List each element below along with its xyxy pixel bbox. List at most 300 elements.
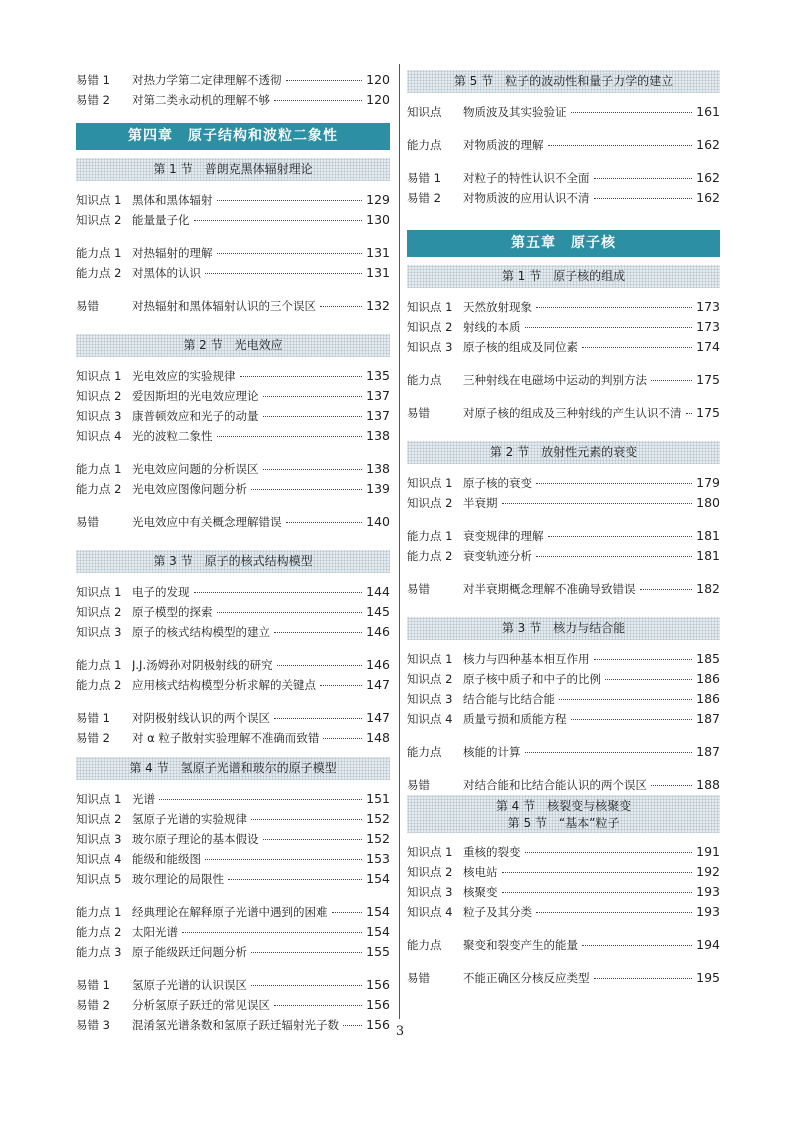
group bbox=[76, 708, 390, 748]
toc-entry bbox=[407, 168, 720, 188]
toc-entry bbox=[407, 862, 720, 882]
toc-entry bbox=[407, 902, 720, 922]
dot-leader bbox=[686, 413, 693, 414]
toc-entry-label: 能力点 bbox=[407, 938, 442, 952]
dot-leader bbox=[525, 327, 693, 328]
dot-leader bbox=[536, 483, 692, 484]
group bbox=[407, 742, 720, 762]
dot-leader bbox=[651, 380, 692, 381]
section-heading: 第 3 节 原子的核式结构模型 bbox=[76, 550, 390, 573]
toc-entry-title: 核力与四种基本相互作用 bbox=[463, 652, 590, 666]
toc-entry bbox=[76, 655, 390, 675]
toc-entry bbox=[407, 297, 720, 317]
toc-entry-title: 经典理论在解释原子光谱中遇到的困难 bbox=[132, 905, 328, 919]
toc-entry bbox=[76, 708, 390, 728]
toc-entry-label: 易错 1 bbox=[76, 73, 110, 87]
toc-entry-page: 179 bbox=[696, 475, 720, 490]
toc-entry bbox=[76, 602, 390, 622]
toc-entry bbox=[407, 188, 720, 208]
toc-entry-page: 129 bbox=[366, 192, 390, 207]
dot-leader bbox=[559, 699, 692, 700]
toc-entry-label: 知识点 1 bbox=[76, 369, 122, 383]
dot-leader bbox=[240, 376, 363, 377]
toc-entry-title: 光谱 bbox=[132, 792, 155, 806]
toc-entry-page: 147 bbox=[366, 710, 390, 725]
toc-entry bbox=[407, 742, 720, 762]
toc-entry-label: 能力点 2 bbox=[407, 549, 453, 563]
dot-leader bbox=[263, 416, 363, 417]
toc-entry-label: 能力点 1 bbox=[76, 462, 122, 476]
toc-entry-label: 能力点 bbox=[407, 373, 442, 387]
toc-entry-page: 138 bbox=[366, 461, 390, 476]
toc-entry-label: 易错 1 bbox=[407, 171, 441, 185]
group bbox=[76, 789, 390, 889]
toc-entry-label: 知识点 4 bbox=[407, 905, 453, 919]
toc-entry-label: 知识点 2 bbox=[407, 320, 453, 334]
dot-leader bbox=[548, 145, 693, 146]
toc-entry-label: 能力点 2 bbox=[76, 266, 122, 280]
toc-entry-label: 能力点 1 bbox=[407, 529, 453, 543]
toc-entry-title: 物质波及其实验验证 bbox=[463, 105, 567, 119]
toc-entry-title: 对黑体的认识 bbox=[132, 266, 201, 280]
toc-entry bbox=[76, 210, 390, 230]
toc-entry-label: 知识点 4 bbox=[76, 429, 122, 443]
dot-leader bbox=[217, 436, 363, 437]
toc-entry-title: 三种射线在电磁场中运动的判别方法 bbox=[463, 373, 647, 387]
toc-entry-label: 易错 2 bbox=[76, 998, 110, 1012]
toc-entry-title: 聚变和裂变产生的能量 bbox=[463, 938, 578, 952]
toc-entry bbox=[407, 102, 720, 122]
group bbox=[407, 102, 720, 122]
toc-entry-page: 155 bbox=[366, 944, 390, 959]
toc-entry-label: 易错 2 bbox=[407, 191, 441, 205]
dot-leader bbox=[205, 859, 362, 860]
toc-entry-page: 152 bbox=[366, 831, 390, 846]
toc-entry-label: 易错 bbox=[76, 299, 99, 313]
toc-entry bbox=[76, 512, 390, 532]
column-divider bbox=[399, 64, 400, 1019]
toc-entry bbox=[407, 473, 720, 493]
toc-entry-label: 易错 bbox=[76, 515, 99, 529]
toc-entry-page: 130 bbox=[366, 212, 390, 227]
left-column bbox=[76, 70, 390, 1035]
toc-entry-label: 知识点 4 bbox=[407, 712, 453, 726]
toc-entry-page: 145 bbox=[366, 604, 390, 619]
dot-leader bbox=[228, 879, 362, 880]
toc-entry-page: 186 bbox=[696, 691, 720, 706]
toc-entry bbox=[76, 622, 390, 642]
dot-leader bbox=[502, 872, 693, 873]
dot-leader bbox=[594, 178, 693, 179]
toc-entry bbox=[407, 370, 720, 390]
group bbox=[76, 296, 390, 316]
dot-leader bbox=[263, 469, 363, 470]
dot-leader bbox=[332, 912, 363, 913]
toc-entry bbox=[76, 243, 390, 263]
toc-entry-label: 知识点 2 bbox=[407, 496, 453, 510]
toc-entry-page: 146 bbox=[366, 657, 390, 672]
dot-leader bbox=[571, 112, 693, 113]
toc-entry-label: 易错 3 bbox=[76, 1018, 110, 1032]
toc-entry bbox=[76, 582, 390, 602]
dot-leader bbox=[536, 307, 692, 308]
toc-entry-page: 151 bbox=[366, 791, 390, 806]
toc-entry-title: 对粒子的特性认识不全面 bbox=[463, 171, 590, 185]
toc-entry-title: 光电效应中有关概念理解错误 bbox=[132, 515, 282, 529]
group bbox=[76, 582, 390, 642]
dot-leader bbox=[274, 718, 362, 719]
toc-entry-title: 对热力学第二定律理解不透彻 bbox=[132, 73, 282, 87]
group bbox=[407, 370, 720, 390]
toc-entry-title: 核能的计算 bbox=[463, 745, 521, 759]
group bbox=[407, 168, 720, 208]
toc-entry-title: 对阴极射线认识的两个误区 bbox=[132, 711, 270, 725]
toc-entry-page: 154 bbox=[366, 871, 390, 886]
dot-leader bbox=[286, 522, 363, 523]
toc-entry-label: 能力点 2 bbox=[76, 482, 122, 496]
toc-entry-title: 玻尔理论的局限性 bbox=[132, 872, 224, 886]
group bbox=[407, 968, 720, 988]
toc-entry-label: 易错 2 bbox=[76, 731, 110, 745]
toc-entry-title: 光的波粒二象性 bbox=[132, 429, 213, 443]
toc-entry bbox=[407, 842, 720, 862]
dot-leader bbox=[263, 396, 363, 397]
toc-entry-label: 知识点 1 bbox=[407, 476, 453, 490]
toc-entry-title: 对第二类永动机的理解不够 bbox=[132, 93, 270, 107]
toc-entry-label: 能力点 2 bbox=[76, 925, 122, 939]
toc-entry bbox=[76, 675, 390, 695]
toc-entry-label: 易错 bbox=[407, 971, 430, 985]
toc-entry-page: 162 bbox=[696, 137, 720, 152]
toc-entry-page: 175 bbox=[696, 372, 720, 387]
toc-entry bbox=[76, 296, 390, 316]
toc-entry bbox=[76, 426, 390, 446]
toc-entry-title: 对物质波的应用认识不清 bbox=[463, 191, 590, 205]
dot-leader bbox=[251, 489, 362, 490]
toc-entry bbox=[407, 337, 720, 357]
toc-entry-page: 153 bbox=[366, 851, 390, 866]
toc-entry-label: 知识点 1 bbox=[76, 792, 122, 806]
toc-entry-page: 137 bbox=[366, 408, 390, 423]
dot-leader bbox=[194, 592, 363, 593]
group bbox=[407, 842, 720, 922]
toc-entry-title: 光电效应的实验规律 bbox=[132, 369, 236, 383]
toc-entry bbox=[407, 403, 720, 423]
section-heading: 第 1 节 原子核的组成 bbox=[407, 265, 720, 288]
toc-entry-title: 结合能与比结合能 bbox=[463, 692, 555, 706]
dot-leader bbox=[286, 80, 363, 81]
toc-entry-page: 175 bbox=[696, 405, 720, 420]
toc-entry-title: 对半衰期概念理解不准确导致错误 bbox=[463, 582, 636, 596]
toc-entry-title: 光电效应问题的分析误区 bbox=[132, 462, 259, 476]
toc-entry-label: 知识点 5 bbox=[76, 872, 122, 886]
toc-entry-page: 192 bbox=[696, 864, 720, 879]
toc-entry-page: 173 bbox=[696, 319, 720, 334]
toc-entry bbox=[407, 882, 720, 902]
toc-entry-label: 易错 bbox=[407, 582, 430, 596]
toc-entry-page: 180 bbox=[696, 495, 720, 510]
toc-entry-page: 131 bbox=[366, 245, 390, 260]
toc-entry-label: 易错 bbox=[407, 778, 430, 792]
toc-entry-title: 原子核中质子和中子的比例 bbox=[463, 672, 601, 686]
page-number: 3 bbox=[395, 1024, 405, 1039]
toc-entry-title: 对热辐射和黑体辐射认识的三个误区 bbox=[132, 299, 316, 313]
toc-entry-title: 爱因斯坦的光电效应理论 bbox=[132, 389, 259, 403]
section-heading: 第 4 节 氢原子光谱和玻尔的原子模型 bbox=[76, 757, 390, 780]
dot-leader bbox=[640, 589, 693, 590]
toc-entry-title: 原子核的组成及同位素 bbox=[463, 340, 578, 354]
toc-entry bbox=[76, 459, 390, 479]
toc-entry-label: 知识点 1 bbox=[76, 193, 122, 207]
toc-entry bbox=[407, 493, 720, 513]
dot-leader bbox=[217, 253, 363, 254]
toc-entry-page: 120 bbox=[366, 72, 390, 87]
dot-leader bbox=[159, 799, 362, 800]
toc-entry-page: 185 bbox=[696, 651, 720, 666]
toc-entry-label: 能力点 2 bbox=[76, 678, 122, 692]
toc-entry-title: 氢原子光谱的实验规律 bbox=[132, 812, 247, 826]
group bbox=[76, 366, 390, 446]
toc-entry bbox=[76, 479, 390, 499]
toc-entry bbox=[76, 190, 390, 210]
chapter-heading: 第五章 原子核 bbox=[407, 230, 720, 257]
chapter-heading: 第四章 原子结构和波粒二象性 bbox=[76, 123, 390, 150]
toc-entry-page: 137 bbox=[366, 388, 390, 403]
group bbox=[407, 579, 720, 599]
section-heading bbox=[407, 795, 720, 833]
toc-entry-page: 120 bbox=[366, 92, 390, 107]
toc-entry-title: 不能正确区分核反应类型 bbox=[463, 971, 590, 985]
toc-entry-title: 衰变轨迹分析 bbox=[463, 549, 532, 563]
toc-entry-page: 154 bbox=[366, 904, 390, 919]
toc-entry-page: 144 bbox=[366, 584, 390, 599]
toc-entry-page: 186 bbox=[696, 671, 720, 686]
toc-entry-title: 原子能级跃迁问题分析 bbox=[132, 945, 247, 959]
toc-entry-label: 知识点 4 bbox=[76, 852, 122, 866]
group bbox=[76, 243, 390, 283]
dot-leader bbox=[274, 632, 362, 633]
dot-leader bbox=[536, 556, 692, 557]
toc-entry-label: 能力点 bbox=[407, 745, 442, 759]
section-heading: 第 2 节 放射性元素的衰变 bbox=[407, 441, 720, 464]
dot-leader bbox=[251, 952, 362, 953]
toc-entry-label: 知识点 1 bbox=[407, 845, 453, 859]
dot-leader bbox=[571, 719, 693, 720]
toc-entry-label: 能力点 3 bbox=[76, 945, 122, 959]
group bbox=[76, 190, 390, 230]
section-heading: 第 2 节 光电效应 bbox=[76, 334, 390, 357]
toc-entry-page: 162 bbox=[696, 190, 720, 205]
toc-entry bbox=[407, 709, 720, 729]
group bbox=[407, 473, 720, 513]
dot-leader bbox=[274, 1005, 362, 1006]
toc-entry-page: 156 bbox=[366, 1017, 390, 1032]
toc-entry-title: 对 α 粒子散射实验理解不准确而致错 bbox=[132, 731, 320, 745]
toc-entry-title: 对原子核的组成及三种射线的产生认识不清 bbox=[463, 406, 682, 420]
dot-leader bbox=[194, 220, 363, 221]
toc-entry-label: 易错 1 bbox=[76, 978, 110, 992]
toc-entry-page: 147 bbox=[366, 677, 390, 692]
dot-leader bbox=[525, 752, 693, 753]
dot-leader bbox=[320, 306, 362, 307]
toc-entry bbox=[76, 366, 390, 386]
toc-entry-title: 氢原子光谱的认识误区 bbox=[132, 978, 247, 992]
group bbox=[407, 135, 720, 155]
toc-entry-label: 知识点 3 bbox=[407, 340, 453, 354]
group bbox=[407, 403, 720, 423]
toc-entry-label: 易错 1 bbox=[76, 711, 110, 725]
dot-leader bbox=[502, 892, 693, 893]
toc-entry-page: 138 bbox=[366, 428, 390, 443]
toc-entry-label: 能力点 1 bbox=[76, 246, 122, 260]
toc-entry bbox=[407, 649, 720, 669]
toc-entry-label: 易错 2 bbox=[76, 93, 110, 107]
group bbox=[76, 459, 390, 499]
section-title-line: 第 5 节 “基本”粒子 bbox=[507, 816, 620, 830]
toc-entry bbox=[76, 386, 390, 406]
dot-leader bbox=[251, 985, 362, 986]
toc-entry-page: 156 bbox=[366, 977, 390, 992]
toc-entry bbox=[407, 968, 720, 988]
section-heading: 第 1 节 普朗克黑体辐射理论 bbox=[76, 158, 390, 181]
toc-entry bbox=[76, 70, 390, 90]
dot-leader bbox=[502, 503, 693, 504]
dot-leader bbox=[605, 679, 692, 680]
toc-entry-title: 光电效应图像问题分析 bbox=[132, 482, 247, 496]
toc-entry-page: 173 bbox=[696, 299, 720, 314]
dot-leader bbox=[582, 347, 692, 348]
toc-entry bbox=[407, 579, 720, 599]
group bbox=[76, 902, 390, 962]
toc-entry-label: 知识点 2 bbox=[407, 672, 453, 686]
dot-leader bbox=[205, 273, 362, 274]
toc-entry bbox=[407, 135, 720, 155]
toc-entry-label: 知识点 2 bbox=[76, 213, 122, 227]
toc-entry-title: 对结合能和比结合能认识的两个误区 bbox=[463, 778, 647, 792]
toc-entry-title: 衰变规律的理解 bbox=[463, 529, 544, 543]
toc-entry bbox=[76, 902, 390, 922]
toc-entry-page: 193 bbox=[696, 904, 720, 919]
toc-entry-title: 原子模型的探索 bbox=[132, 605, 213, 619]
toc-entry-title: 电子的发现 bbox=[132, 585, 190, 599]
dot-leader bbox=[536, 912, 692, 913]
toc-entry-label: 易错 bbox=[407, 406, 430, 420]
toc-entry bbox=[407, 775, 720, 795]
toc-entry bbox=[76, 728, 390, 748]
toc-entry bbox=[76, 975, 390, 995]
toc-entry-title: 质量亏损和质能方程 bbox=[463, 712, 567, 726]
toc-entry-title: 射线的本质 bbox=[463, 320, 521, 334]
toc-entry-label: 知识点 3 bbox=[76, 409, 122, 423]
toc-entry-title: 混淆氢光谱条数和氢原子跃迁辐射光子数 bbox=[132, 1018, 339, 1032]
toc-entry bbox=[76, 263, 390, 283]
toc-entry-page: 152 bbox=[366, 811, 390, 826]
toc-entry bbox=[76, 829, 390, 849]
dot-leader bbox=[548, 536, 693, 537]
dot-leader bbox=[217, 200, 363, 201]
toc-entry-page: 132 bbox=[366, 298, 390, 313]
toc-entry bbox=[76, 90, 390, 110]
toc-entry-page: 188 bbox=[696, 777, 720, 792]
group bbox=[407, 775, 720, 795]
right-column bbox=[407, 70, 720, 988]
toc-entry-label: 知识点 1 bbox=[407, 652, 453, 666]
section-title-line: 第 4 节 核裂变与核聚变 bbox=[495, 799, 632, 813]
dot-leader bbox=[320, 685, 362, 686]
dot-leader bbox=[594, 659, 693, 660]
dot-leader bbox=[594, 198, 693, 199]
toc-entry bbox=[76, 869, 390, 889]
toc-entry-title: 半衰期 bbox=[463, 496, 498, 510]
toc-entry bbox=[76, 922, 390, 942]
group bbox=[407, 935, 720, 955]
toc-entry-title: 太阳光谱 bbox=[132, 925, 178, 939]
toc-entry-page: 154 bbox=[366, 924, 390, 939]
toc-entry-title: 黑体和黑体辐射 bbox=[132, 193, 213, 207]
toc-entry-label: 知识点 bbox=[407, 105, 442, 119]
toc-entry bbox=[76, 789, 390, 809]
section-heading: 第 5 节 粒子的波动性和量子力学的建立 bbox=[407, 70, 720, 93]
toc-entry-title: 粒子及其分类 bbox=[463, 905, 532, 919]
toc-entry-title: 对热辐射的理解 bbox=[132, 246, 213, 260]
dot-leader bbox=[217, 612, 363, 613]
dot-leader bbox=[582, 945, 692, 946]
toc-entry-page: 148 bbox=[366, 730, 390, 745]
toc-entry-title: 玻尔原子理论的基本假设 bbox=[132, 832, 259, 846]
toc-entry-page: 195 bbox=[696, 970, 720, 985]
section-heading: 第 3 节 核力与结合能 bbox=[407, 617, 720, 640]
toc-entry-label: 知识点 2 bbox=[76, 812, 122, 826]
toc-entry-page: 182 bbox=[696, 581, 720, 596]
toc-entry bbox=[76, 406, 390, 426]
group bbox=[407, 526, 720, 566]
toc-entry bbox=[407, 935, 720, 955]
toc-entry-page: 191 bbox=[696, 844, 720, 859]
toc-entry-page: 135 bbox=[366, 368, 390, 383]
toc-entry-page: 139 bbox=[366, 481, 390, 496]
toc-entry bbox=[76, 942, 390, 962]
toc-entry-title: 原子核的衰变 bbox=[463, 476, 532, 490]
toc-entry-label: 能力点 bbox=[407, 138, 442, 152]
toc-entry-label: 知识点 3 bbox=[76, 625, 122, 639]
toc-entry-page: 174 bbox=[696, 339, 720, 354]
toc-entry bbox=[76, 809, 390, 829]
toc-entry-title: 天然放射现象 bbox=[463, 300, 532, 314]
toc-entry-title: 原子的核式结构模型的建立 bbox=[132, 625, 270, 639]
toc-entry-title: 核聚变 bbox=[463, 885, 498, 899]
toc-entry-title: 应用核式结构模型分析求解的关键点 bbox=[132, 678, 316, 692]
dot-leader bbox=[525, 852, 693, 853]
toc-entry-label: 知识点 2 bbox=[407, 865, 453, 879]
toc-entry-page: 146 bbox=[366, 624, 390, 639]
group bbox=[407, 297, 720, 357]
toc-entry-page: 187 bbox=[696, 711, 720, 726]
dot-leader bbox=[263, 839, 363, 840]
toc-entry-title: 能量量子化 bbox=[132, 213, 190, 227]
toc-entry-title: 分析氢原子跃迁的常见误区 bbox=[132, 998, 270, 1012]
toc-entry-label: 知识点 1 bbox=[407, 300, 453, 314]
toc-entry-label: 知识点 3 bbox=[407, 885, 453, 899]
toc-entry-page: 162 bbox=[696, 170, 720, 185]
toc-entry-page: 187 bbox=[696, 744, 720, 759]
toc-entry-label: 知识点 1 bbox=[76, 585, 122, 599]
dot-leader bbox=[251, 819, 362, 820]
toc-entry-label: 能力点 1 bbox=[76, 658, 122, 672]
toc-entry-title: 重核的裂变 bbox=[463, 845, 521, 859]
dot-leader bbox=[274, 100, 362, 101]
toc-entry-page: 161 bbox=[696, 104, 720, 119]
toc-entry-page: 181 bbox=[696, 528, 720, 543]
